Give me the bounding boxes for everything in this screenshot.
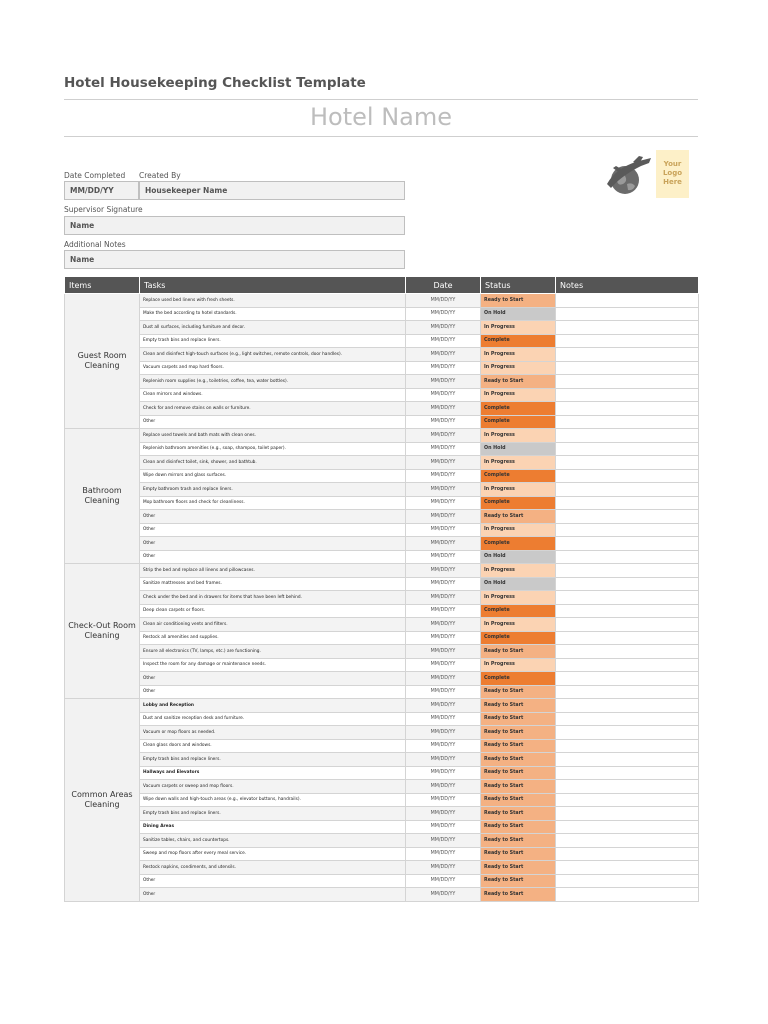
table-row bbox=[65, 726, 699, 740]
header-notes: Notes bbox=[556, 277, 699, 294]
notes-cell[interactable] bbox=[556, 442, 699, 456]
status-dropdown[interactable]: Ready to Start bbox=[481, 726, 556, 740]
task-cell[interactable]: Lobby and Reception bbox=[140, 699, 406, 713]
created-by-field[interactable]: Housekeeper Name bbox=[139, 181, 405, 200]
status-dropdown[interactable]: Complete bbox=[481, 631, 556, 645]
task-cell[interactable]: Replenish room supplies (e.g., toiletries, coffee, tea, water bottles). bbox=[140, 375, 406, 389]
status-dropdown[interactable]: Ready to Start bbox=[481, 820, 556, 834]
table-row bbox=[65, 672, 699, 686]
task-cell[interactable]: Replace used bed linens with fresh sheets. bbox=[140, 294, 406, 308]
status-dropdown[interactable]: On Hold bbox=[481, 550, 556, 564]
status-dropdown[interactable]: In Progress bbox=[481, 564, 556, 578]
table-row bbox=[65, 645, 699, 659]
header-date: Date bbox=[406, 277, 481, 294]
table-row bbox=[65, 888, 699, 902]
table-header-row bbox=[65, 277, 699, 294]
status-dropdown[interactable]: Complete bbox=[481, 604, 556, 618]
task-cell[interactable]: Deep clean carpets or floors. bbox=[140, 604, 406, 618]
status-dropdown[interactable]: In Progress bbox=[481, 591, 556, 605]
task-cell[interactable]: Clean air conditioning vents and filters. bbox=[140, 618, 406, 632]
task-cell[interactable]: Sanitize mattresses and bed frames. bbox=[140, 577, 406, 591]
notes-cell[interactable] bbox=[556, 766, 699, 780]
date-cell[interactable]: MM/DD/YY bbox=[406, 469, 481, 483]
task-cell[interactable]: Restock napkins, condiments, and utensils. bbox=[140, 861, 406, 875]
notes-cell[interactable] bbox=[556, 591, 699, 605]
checklist-table bbox=[64, 276, 699, 902]
supervisor-signature-field[interactable]: Name bbox=[64, 216, 405, 235]
notes-cell[interactable] bbox=[556, 834, 699, 848]
status-dropdown[interactable]: Ready to Start bbox=[481, 766, 556, 780]
date-cell[interactable]: MM/DD/YY bbox=[406, 847, 481, 861]
table-row bbox=[65, 712, 699, 726]
status-dropdown[interactable]: On Hold bbox=[481, 577, 556, 591]
page-title: Hotel Housekeeping Checklist Template bbox=[64, 75, 366, 91]
status-dropdown[interactable]: Ready to Start bbox=[481, 712, 556, 726]
status-dropdown[interactable]: Complete bbox=[481, 496, 556, 510]
date-cell[interactable]: MM/DD/YY bbox=[406, 699, 481, 713]
task-cell[interactable]: Ensure all electronics (TV, lamps, etc.) are functioning. bbox=[140, 645, 406, 659]
task-cell[interactable]: Clean mirrors and windows. bbox=[140, 388, 406, 402]
table-row bbox=[65, 861, 699, 875]
notes-cell[interactable] bbox=[556, 294, 699, 308]
status-dropdown[interactable]: Complete bbox=[481, 537, 556, 551]
date-cell[interactable]: MM/DD/YY bbox=[406, 604, 481, 618]
table-row bbox=[65, 334, 699, 348]
table-row bbox=[65, 550, 699, 564]
table-row bbox=[65, 321, 699, 335]
status-dropdown[interactable]: In Progress bbox=[481, 361, 556, 375]
task-cell[interactable]: Other bbox=[140, 672, 406, 686]
date-cell[interactable]: MM/DD/YY bbox=[406, 523, 481, 537]
notes-cell[interactable] bbox=[556, 388, 699, 402]
notes-cell[interactable] bbox=[556, 645, 699, 659]
table-row bbox=[65, 699, 699, 713]
notes-cell[interactable] bbox=[556, 429, 699, 443]
status-dropdown[interactable]: In Progress bbox=[481, 523, 556, 537]
additional-notes-field[interactable]: Name bbox=[64, 250, 405, 269]
header-items: Items bbox=[65, 277, 140, 294]
table-row bbox=[65, 348, 699, 362]
notes-cell[interactable] bbox=[556, 793, 699, 807]
task-cell[interactable]: Replenish bathroom amenities (e.g., soap, shampoo, toilet paper). bbox=[140, 442, 406, 456]
notes-cell[interactable] bbox=[556, 496, 699, 510]
notes-cell[interactable] bbox=[556, 726, 699, 740]
status-dropdown[interactable]: Ready to Start bbox=[481, 739, 556, 753]
category-cell: Common Areas Cleaning bbox=[65, 699, 140, 902]
task-cell[interactable]: Wipe down walls and high-touch areas (e.g., elevator buttons, handrails). bbox=[140, 793, 406, 807]
status-dropdown[interactable]: In Progress bbox=[481, 388, 556, 402]
table-row bbox=[65, 631, 699, 645]
status-dropdown[interactable]: Ready to Start bbox=[481, 780, 556, 794]
date-cell[interactable]: MM/DD/YY bbox=[406, 672, 481, 686]
date-cell[interactable]: MM/DD/YY bbox=[406, 564, 481, 578]
task-cell[interactable]: Other bbox=[140, 550, 406, 564]
task-cell[interactable]: Clean and disinfect high-touch surfaces (e.g., light switches, remote controls, door handles). bbox=[140, 348, 406, 362]
task-cell[interactable]: Mop bathroom floors and check for cleanliness. bbox=[140, 496, 406, 510]
notes-cell[interactable] bbox=[556, 807, 699, 821]
table-row bbox=[65, 874, 699, 888]
notes-cell[interactable] bbox=[556, 699, 699, 713]
notes-cell[interactable] bbox=[556, 348, 699, 362]
status-dropdown[interactable]: Complete bbox=[481, 415, 556, 429]
task-cell[interactable]: Clean glass doors and windows. bbox=[140, 739, 406, 753]
date-cell[interactable]: MM/DD/YY bbox=[406, 483, 481, 497]
table-row bbox=[65, 834, 699, 848]
additional-notes-label: Additional Notes bbox=[64, 240, 126, 249]
task-cell[interactable]: Clean and disinfect toilet, sink, shower, and bathtub. bbox=[140, 456, 406, 470]
task-cell[interactable]: Other bbox=[140, 415, 406, 429]
task-cell[interactable]: Sanitize tables, chairs, and countertops. bbox=[140, 834, 406, 848]
date-cell[interactable]: MM/DD/YY bbox=[406, 874, 481, 888]
notes-cell[interactable] bbox=[556, 604, 699, 618]
date-cell[interactable]: MM/DD/YY bbox=[406, 807, 481, 821]
globe-plane-icon bbox=[603, 154, 655, 198]
task-cell[interactable]: Wipe down mirrors and glass surfaces. bbox=[140, 469, 406, 483]
status-dropdown[interactable]: Complete bbox=[481, 469, 556, 483]
notes-cell[interactable] bbox=[556, 820, 699, 834]
status-dropdown[interactable]: Ready to Start bbox=[481, 699, 556, 713]
title-divider bbox=[64, 99, 698, 100]
date-cell[interactable]: MM/DD/YY bbox=[406, 888, 481, 902]
status-dropdown[interactable]: Ready to Start bbox=[481, 834, 556, 848]
date-cell[interactable]: MM/DD/YY bbox=[406, 361, 481, 375]
date-cell[interactable]: MM/DD/YY bbox=[406, 456, 481, 470]
notes-cell[interactable] bbox=[556, 321, 699, 335]
status-dropdown[interactable]: Ready to Start bbox=[481, 685, 556, 699]
date-cell[interactable]: MM/DD/YY bbox=[406, 726, 481, 740]
table-row bbox=[65, 780, 699, 794]
category-cell: Bathroom Cleaning bbox=[65, 429, 140, 564]
date-cell[interactable]: MM/DD/YY bbox=[406, 753, 481, 767]
hotel-name[interactable]: Hotel Name bbox=[309, 103, 452, 131]
date-cell[interactable]: MM/DD/YY bbox=[406, 712, 481, 726]
notes-cell[interactable] bbox=[556, 523, 699, 537]
date-cell[interactable]: MM/DD/YY bbox=[406, 820, 481, 834]
date-cell[interactable]: MM/DD/YY bbox=[406, 402, 481, 416]
status-dropdown[interactable]: Ready to Start bbox=[481, 874, 556, 888]
notes-cell[interactable] bbox=[556, 618, 699, 632]
notes-cell[interactable] bbox=[556, 307, 699, 321]
table-row bbox=[65, 510, 699, 524]
task-cell[interactable]: Hallways and Elevators bbox=[140, 766, 406, 780]
table-row bbox=[65, 753, 699, 767]
task-cell[interactable]: Vacuum carpets and mop hard floors. bbox=[140, 361, 406, 375]
notes-cell[interactable] bbox=[556, 334, 699, 348]
notes-cell[interactable] bbox=[556, 537, 699, 551]
status-dropdown[interactable]: Ready to Start bbox=[481, 888, 556, 902]
task-cell[interactable]: Restock all amenities and supplies. bbox=[140, 631, 406, 645]
date-cell[interactable]: MM/DD/YY bbox=[406, 631, 481, 645]
category-cell: Check-Out Room Cleaning bbox=[65, 564, 140, 699]
hotel-name-divider bbox=[64, 136, 698, 137]
date-cell[interactable]: MM/DD/YY bbox=[406, 834, 481, 848]
table-row bbox=[65, 523, 699, 537]
date-cell[interactable]: MM/DD/YY bbox=[406, 334, 481, 348]
task-cell[interactable]: Empty trash bins and replace liners. bbox=[140, 334, 406, 348]
notes-cell[interactable] bbox=[556, 861, 699, 875]
notes-cell[interactable] bbox=[556, 739, 699, 753]
table-row bbox=[65, 442, 699, 456]
task-cell[interactable]: Empty trash bins and replace liners. bbox=[140, 753, 406, 767]
table-row bbox=[65, 415, 699, 429]
status-dropdown[interactable]: Ready to Start bbox=[481, 645, 556, 659]
date-cell[interactable]: MM/DD/YY bbox=[406, 388, 481, 402]
status-dropdown[interactable]: In Progress bbox=[481, 658, 556, 672]
status-dropdown[interactable]: Ready to Start bbox=[481, 294, 556, 308]
notes-cell[interactable] bbox=[556, 564, 699, 578]
table-row bbox=[65, 361, 699, 375]
notes-cell[interactable] bbox=[556, 658, 699, 672]
notes-cell[interactable] bbox=[556, 753, 699, 767]
date-cell[interactable]: MM/DD/YY bbox=[406, 739, 481, 753]
status-dropdown[interactable]: In Progress bbox=[481, 483, 556, 497]
notes-cell[interactable] bbox=[556, 631, 699, 645]
status-dropdown[interactable]: In Progress bbox=[481, 456, 556, 470]
task-cell[interactable]: Other bbox=[140, 874, 406, 888]
date-cell[interactable]: MM/DD/YY bbox=[406, 861, 481, 875]
table-row bbox=[65, 577, 699, 591]
logo-text-line2: Logo bbox=[662, 169, 683, 177]
header-status: Status bbox=[481, 277, 556, 294]
table-row bbox=[65, 469, 699, 483]
logo-placeholder bbox=[656, 150, 689, 198]
status-dropdown[interactable]: On Hold bbox=[481, 442, 556, 456]
table-row bbox=[65, 564, 699, 578]
date-cell[interactable]: MM/DD/YY bbox=[406, 793, 481, 807]
status-dropdown[interactable]: In Progress bbox=[481, 348, 556, 362]
date-completed-label: Date Completed bbox=[64, 171, 126, 180]
date-cell[interactable]: MM/DD/YY bbox=[406, 577, 481, 591]
notes-cell[interactable] bbox=[556, 685, 699, 699]
notes-cell[interactable] bbox=[556, 874, 699, 888]
status-dropdown[interactable]: Ready to Start bbox=[481, 793, 556, 807]
notes-cell[interactable] bbox=[556, 672, 699, 686]
status-dropdown[interactable]: Ready to Start bbox=[481, 753, 556, 767]
date-cell[interactable]: MM/DD/YY bbox=[406, 307, 481, 321]
date-completed-field[interactable]: MM/DD/YY bbox=[64, 181, 139, 200]
status-dropdown[interactable]: Ready to Start bbox=[481, 510, 556, 524]
task-cell[interactable]: Empty bathroom trash and replace liners. bbox=[140, 483, 406, 497]
notes-cell[interactable] bbox=[556, 510, 699, 524]
notes-cell[interactable] bbox=[556, 375, 699, 389]
task-cell[interactable]: Sweep and mop floors after every meal service. bbox=[140, 847, 406, 861]
table-row bbox=[65, 685, 699, 699]
task-cell[interactable]: Check for and remove stains on walls or furniture. bbox=[140, 402, 406, 416]
status-dropdown[interactable]: In Progress bbox=[481, 429, 556, 443]
notes-cell[interactable] bbox=[556, 415, 699, 429]
category-cell: Guest Room Cleaning bbox=[65, 294, 140, 429]
table-row bbox=[65, 402, 699, 416]
table-row bbox=[65, 388, 699, 402]
table-row bbox=[65, 294, 699, 308]
date-cell[interactable]: MM/DD/YY bbox=[406, 618, 481, 632]
notes-cell[interactable] bbox=[556, 550, 699, 564]
table-row bbox=[65, 483, 699, 497]
status-dropdown[interactable]: Complete bbox=[481, 334, 556, 348]
task-cell[interactable]: Empty trash bins and replace liners. bbox=[140, 807, 406, 821]
task-cell[interactable]: Vacuum carpets or sweep and mop floors. bbox=[140, 780, 406, 794]
task-cell[interactable]: Check under the bed and in drawers for items that have been left behind. bbox=[140, 591, 406, 605]
task-cell[interactable]: Other bbox=[140, 685, 406, 699]
date-cell[interactable]: MM/DD/YY bbox=[406, 550, 481, 564]
date-cell[interactable]: MM/DD/YY bbox=[406, 348, 481, 362]
notes-cell[interactable] bbox=[556, 456, 699, 470]
date-cell[interactable]: MM/DD/YY bbox=[406, 496, 481, 510]
date-cell[interactable]: MM/DD/YY bbox=[406, 780, 481, 794]
table-row bbox=[65, 375, 699, 389]
task-cell[interactable]: Other bbox=[140, 523, 406, 537]
date-cell[interactable]: MM/DD/YY bbox=[406, 510, 481, 524]
created-by-label: Created By bbox=[139, 171, 181, 180]
table-row bbox=[65, 820, 699, 834]
status-dropdown[interactable]: In Progress bbox=[481, 321, 556, 335]
date-cell[interactable]: MM/DD/YY bbox=[406, 321, 481, 335]
table-row bbox=[65, 456, 699, 470]
task-cell[interactable]: Other bbox=[140, 537, 406, 551]
task-cell[interactable]: Dust all surfaces, including furniture and decor. bbox=[140, 321, 406, 335]
task-cell[interactable]: Replace used towels and bath mats with clean ones. bbox=[140, 429, 406, 443]
notes-cell[interactable] bbox=[556, 847, 699, 861]
table-row bbox=[65, 807, 699, 821]
notes-cell[interactable] bbox=[556, 469, 699, 483]
table-row bbox=[65, 766, 699, 780]
task-cell[interactable]: Make the bed according to hotel standards. bbox=[140, 307, 406, 321]
table-row bbox=[65, 429, 699, 443]
table-row bbox=[65, 591, 699, 605]
table-row bbox=[65, 618, 699, 632]
notes-cell[interactable] bbox=[556, 780, 699, 794]
date-cell[interactable]: MM/DD/YY bbox=[406, 766, 481, 780]
status-dropdown[interactable]: Complete bbox=[481, 672, 556, 686]
status-dropdown[interactable]: Ready to Start bbox=[481, 807, 556, 821]
date-cell[interactable]: MM/DD/YY bbox=[406, 429, 481, 443]
logo-text-line3: Here bbox=[663, 178, 682, 186]
notes-cell[interactable] bbox=[556, 712, 699, 726]
task-cell[interactable]: Strip the bed and replace all linens and pillowcases. bbox=[140, 564, 406, 578]
date-cell[interactable]: MM/DD/YY bbox=[406, 658, 481, 672]
task-cell[interactable]: Other bbox=[140, 510, 406, 524]
table-row bbox=[65, 604, 699, 618]
status-dropdown[interactable]: Ready to Start bbox=[481, 861, 556, 875]
notes-cell[interactable] bbox=[556, 483, 699, 497]
table-row bbox=[65, 793, 699, 807]
date-cell[interactable]: MM/DD/YY bbox=[406, 591, 481, 605]
task-cell[interactable]: Inspect the room for any damage or maintenance needs. bbox=[140, 658, 406, 672]
date-cell[interactable]: MM/DD/YY bbox=[406, 294, 481, 308]
date-cell[interactable]: MM/DD/YY bbox=[406, 645, 481, 659]
date-cell[interactable]: MM/DD/YY bbox=[406, 685, 481, 699]
table-row bbox=[65, 658, 699, 672]
status-dropdown[interactable]: Ready to Start bbox=[481, 375, 556, 389]
date-cell[interactable]: MM/DD/YY bbox=[406, 537, 481, 551]
supervisor-signature-label: Supervisor Signature bbox=[64, 205, 143, 214]
table-row bbox=[65, 496, 699, 510]
notes-cell[interactable] bbox=[556, 402, 699, 416]
table-row bbox=[65, 739, 699, 753]
task-cell[interactable]: Dining Areas bbox=[140, 820, 406, 834]
status-dropdown[interactable]: On Hold bbox=[481, 307, 556, 321]
logo-area[interactable] bbox=[603, 150, 691, 200]
logo-text-line1: Your bbox=[663, 160, 682, 168]
table-row bbox=[65, 847, 699, 861]
date-cell[interactable]: MM/DD/YY bbox=[406, 415, 481, 429]
table-row bbox=[65, 307, 699, 321]
date-cell[interactable]: MM/DD/YY bbox=[406, 442, 481, 456]
notes-cell[interactable] bbox=[556, 888, 699, 902]
task-cell[interactable]: Other bbox=[140, 888, 406, 902]
task-cell[interactable]: Vacuum or mop floors as needed. bbox=[140, 726, 406, 740]
header-tasks: Tasks bbox=[140, 277, 406, 294]
task-cell[interactable]: Dust and sanitize reception desk and furniture. bbox=[140, 712, 406, 726]
date-cell[interactable]: MM/DD/YY bbox=[406, 375, 481, 389]
status-dropdown[interactable]: In Progress bbox=[481, 618, 556, 632]
status-dropdown[interactable]: Ready to Start bbox=[481, 847, 556, 861]
notes-cell[interactable] bbox=[556, 361, 699, 375]
notes-cell[interactable] bbox=[556, 577, 699, 591]
table-row bbox=[65, 537, 699, 551]
status-dropdown[interactable]: Complete bbox=[481, 402, 556, 416]
